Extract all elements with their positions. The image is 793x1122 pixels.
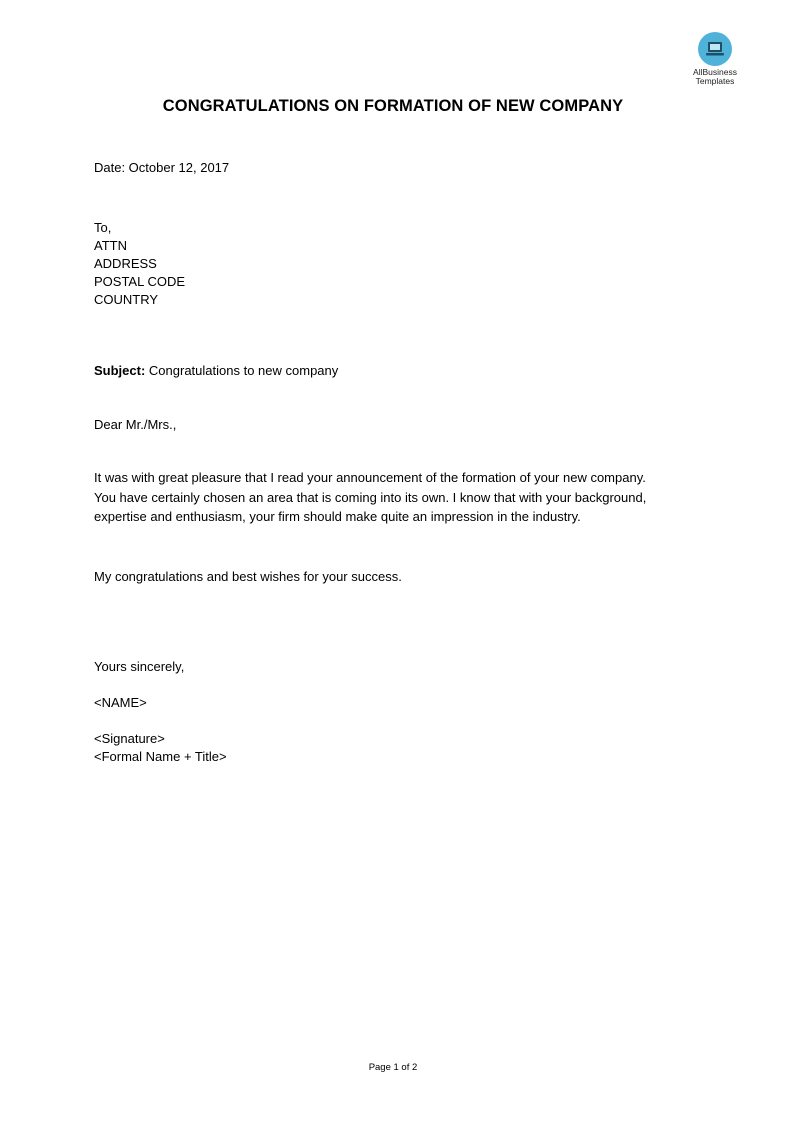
logo-line-2: Templates (695, 76, 735, 86)
recipient-postal-code: POSTAL CODE (94, 274, 186, 289)
body-line-1: It was with great pleasure that I read your announcement of the formation of your new company. (94, 470, 646, 485)
letter-date: Date: October 12, 2017 (94, 160, 230, 175)
logo-line-1: AllBusiness (693, 67, 737, 77)
sign-off: Yours sincerely, (94, 659, 185, 674)
salutation: Dear Mr./Mrs., (94, 417, 177, 432)
recipient-country: COUNTRY (94, 292, 159, 307)
subject-label: Subject: (94, 363, 146, 378)
body-paragraph-2: My congratulations and best wishes for your success. (94, 569, 402, 584)
subject-line (94, 362, 338, 380)
recipient-address: ADDRESS (94, 256, 157, 271)
allbusiness-logo (680, 32, 750, 86)
body-line-2: You have certainly chosen an area that is coming into its own. I know that with your background, (94, 490, 647, 505)
signature-placeholder: <Signature> (94, 731, 165, 746)
sender-name: <NAME> (94, 695, 147, 710)
page-number: Page 1 of 2 (368, 1062, 418, 1073)
recipient-to: To, (94, 220, 112, 235)
logo-text (680, 68, 750, 86)
subject-text: Congratulations to new company (148, 363, 339, 378)
laptop-icon (698, 32, 732, 66)
document-title: CONGRATULATIONS ON FORMATION OF NEW COMPANY (162, 97, 624, 115)
formal-name-title: <Formal Name + Title> (94, 749, 227, 764)
body-line-3: expertise and enthusiasm, your firm should make quite an impression in the industry. (94, 509, 581, 524)
recipient-attn: ATTN (94, 238, 127, 253)
